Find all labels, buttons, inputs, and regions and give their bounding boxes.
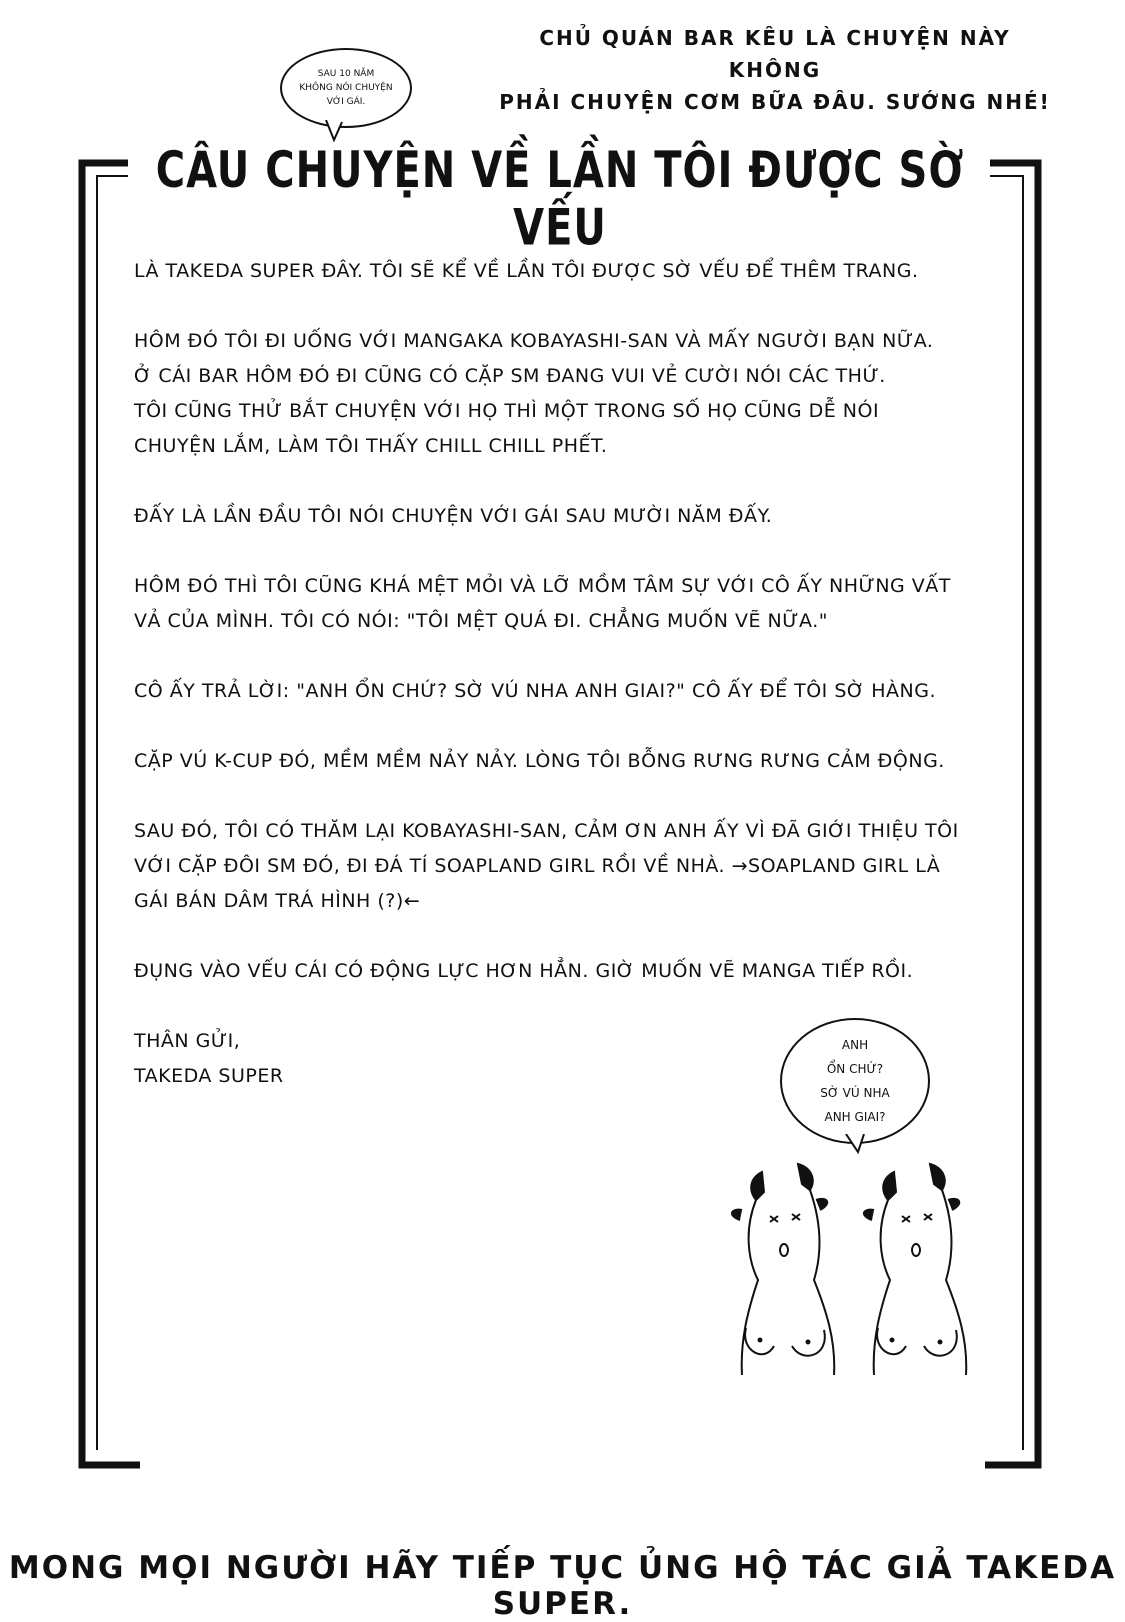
letter-paragraph	[134, 569, 1004, 639]
small-bubble-line-1: SAU 10 NĂM	[317, 69, 375, 79]
letter-paragraph	[134, 499, 1004, 534]
small-bubble-line-3: VỚI GÁI.	[326, 97, 366, 107]
letter-body	[134, 254, 1004, 1094]
letter-paragraph	[134, 674, 1004, 709]
letter-line: CHUYỆN LẮM, LÀM TÔI THẤY CHILL CHILL PHẾT.	[134, 435, 608, 457]
top-note-line-1: CHỦ QUÁN BAR KÊU LÀ CHUYỆN NÀY KHÔNG	[539, 26, 1011, 82]
cow-girls-illustration	[720, 1150, 980, 1390]
letter-paragraph	[134, 954, 1004, 989]
letter-line: VẢ CỦA MÌNH. TÔI CÓ NÓI: "TÔI MỆT QUÁ ĐI. CHẲNG MUỐN VẼ NỮA."	[134, 610, 828, 632]
letter-line: VỚI CẶP ĐÔI SM ĐÓ, ĐI ĐÁ TÍ SOAPLAND GIRL RỒI VỀ NHÀ. →SOAPLAND GIRL LÀ	[134, 855, 941, 877]
letter-paragraph	[134, 814, 1004, 919]
big-speech-bubble	[780, 1018, 930, 1144]
signature-line2: TAKEDA SUPER	[134, 1065, 284, 1087]
cow-girl-left	[732, 1164, 834, 1375]
cow-girl-right	[864, 1164, 966, 1375]
letter-line: SAU ĐÓ, TÔI CÓ THĂM LẠI KOBAYASHI-SAN, CẢM ƠN ANH ẤY VÌ ĐÃ GIỚI THIỆU TÔI	[134, 820, 959, 842]
letter-line: CẶP VÚ K-CUP ĐÓ, MỀM MỀM NẢY NẢY. LÒNG TÔI BỖNG RƯNG RƯNG CẢM ĐỘNG.	[134, 750, 945, 772]
letter-line: HÔM ĐÓ THÌ TÔI CŨNG KHÁ MỆT MỎI VÀ LỠ MỒM TÂM SỰ VỚI CÔ ẤY NHỮNG VẤT	[134, 575, 951, 597]
letter-line: Ở CÁI BAR HÔM ĐÓ ĐI CŨNG CÓ CẶP SM ĐANG VUI VẺ CƯỜI NÓI CÁC THỨ.	[134, 365, 886, 387]
page-title: CÂU CHUYỆN VỀ LẦN TÔI ĐƯỢC SỜ VẾU	[155, 142, 965, 257]
big-bubble-line-3: SỜ VÚ NHA	[820, 1086, 890, 1100]
letter-paragraph	[134, 744, 1004, 779]
signature-line1: THÂN GỬI,	[134, 1030, 241, 1052]
letter-paragraph	[134, 254, 1004, 289]
letter-line: ĐẤY LÀ LẦN ĐẦU TÔI NÓI CHUYỆN VỚI GÁI SAU MƯỜI NĂM ĐẤY.	[134, 505, 773, 527]
letter-line: HÔM ĐÓ TÔI ĐI UỐNG VỚI MANGAKA KOBAYASHI-SAN VÀ MẤY NGƯỜI BẠN NỮA.	[134, 330, 934, 352]
letter-line: TÔI CŨNG THỬ BẮT CHUYỆN VỚI HỌ THÌ MỘT TRONG SỐ HỌ CŨNG DỄ NÓI	[134, 400, 880, 422]
closing-message: MONG MỌI NGƯỜI HÃY TIẾP TỤC ỦNG HỘ TÁC GIẢ TAKEDA SUPER.	[8, 1550, 1117, 1622]
letter-paragraph	[134, 324, 1004, 464]
letter-line: CÔ ẤY TRẢ LỜI: "ANH ỔN CHỨ? SỜ VÚ NHA ANH GIAI?" CÔ ẤY ĐỂ TÔI SỜ HÀNG.	[134, 680, 937, 702]
top-note-line-2: PHẢI CHUYỆN CƠM BỮA ĐÂU. SƯỚNG NHÉ!	[499, 90, 1051, 114]
letter-line: ĐỤNG VÀO VẾU CÁI CÓ ĐỘNG LỰC HƠN HẲN. GIỜ MUỐN VẼ MANGA TIẾP RỒI.	[134, 960, 914, 982]
small-bubble-line-2: KHÔNG NÓI CHUYỆN	[299, 83, 393, 93]
letter-line: GÁI BÁN DÂM TRÁ HÌNH (?)←	[134, 890, 421, 912]
big-bubble-line-4: ANH GIAI?	[824, 1110, 886, 1124]
big-bubble-line-1: ANH	[841, 1038, 869, 1052]
big-bubble-line-2: ỔN CHỨ?	[826, 1062, 884, 1076]
letter-line: LÀ TAKEDA SUPER ĐÂY. TÔI SẼ KỂ VỀ LẦN TÔI ĐƯỢC SỜ VẾU ĐỂ THÊM TRANG.	[134, 260, 919, 282]
